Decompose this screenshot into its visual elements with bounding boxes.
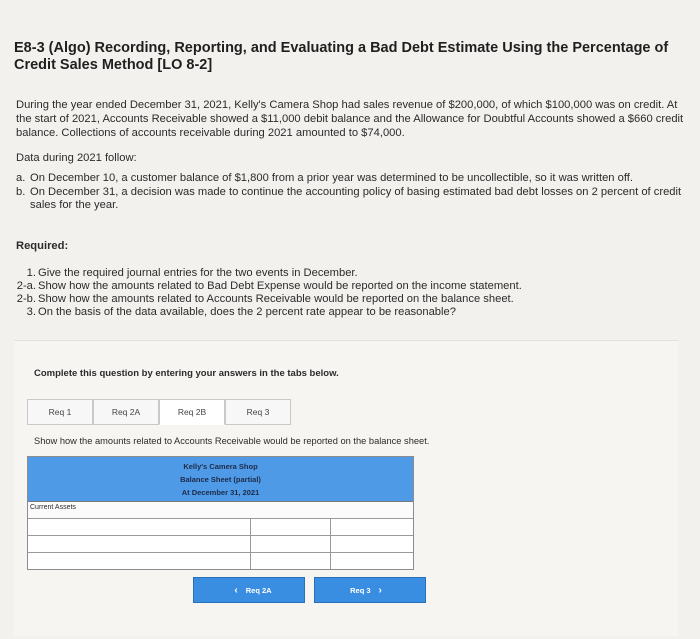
- data-heading: Data during 2021 follow:: [16, 152, 137, 164]
- tab-instruction: Show how the amounts related to Accounts Receivable would be reported on the balance sheet.: [34, 436, 430, 446]
- tab-req-2b[interactable]: Req 2B: [159, 399, 225, 425]
- account-input[interactable]: [28, 553, 251, 569]
- amount-input[interactable]: [251, 519, 331, 535]
- current-assets-label: Current Assets: [30, 504, 76, 511]
- table-row: [28, 502, 413, 519]
- requirement-number: 3.: [26, 306, 36, 318]
- requirement-text: Show how the amounts related to Accounts Receivable would be reported on the balance sheet.: [38, 293, 514, 305]
- requirement-text: Give the required journal entries for the two events in December.: [38, 267, 358, 279]
- table-row: [28, 553, 413, 569]
- required-heading: Required:: [16, 240, 69, 252]
- requirement-item: [16, 267, 696, 280]
- event-item: [16, 172, 696, 186]
- statement-date: At December 31, 2021: [181, 487, 260, 497]
- requirement-item: [16, 280, 696, 293]
- requirement-item: [16, 306, 696, 319]
- event-item: [16, 186, 696, 213]
- tab-req-3[interactable]: Req 3: [225, 399, 291, 425]
- prev-req-label: Req 2A: [245, 585, 272, 595]
- complete-prompt: Complete this question by entering your answers in the tabs below.: [34, 368, 339, 379]
- tab-req-2a[interactable]: Req 2A: [93, 399, 159, 425]
- chevron-right-icon: ›: [378, 584, 382, 596]
- requirement-text: Show how the amounts related to Bad Debt Expense would be reported on the income statement.: [38, 280, 522, 292]
- account-input[interactable]: [28, 536, 251, 552]
- prev-req-button[interactable]: [193, 577, 305, 603]
- requirement-text: On the basis of the data available, does the 2 percent rate appear to be reasonable?: [38, 306, 456, 318]
- table-row: [28, 536, 413, 553]
- balance-sheet-table: [27, 456, 414, 570]
- requirements-list: [16, 267, 696, 319]
- table-row: [28, 519, 413, 536]
- requirement-number: 2-a.: [16, 280, 36, 292]
- page-title: E8-3 (Algo) Recording, Reporting, and Evaluating a Bad Debt Estimate Using the Percentage of Credit Sales Method [LO 8-2]: [14, 40, 669, 73]
- amount-input[interactable]: [251, 553, 331, 569]
- requirement-tabs: [27, 399, 291, 425]
- problem-intro: During the year ended December 31, 2021, Kelly's Camera Shop had sales revenue of $200,000, of which $100,000 was on credit. At the start of 2021, Accounts Receivable showed a $11,000 debit balance and the Allowance for Doubtful Accounts showed a $660 credit balance. Collections of accounts receivable during 2021 amounted to $74,000.: [16, 99, 684, 139]
- event-key: b.: [16, 185, 26, 198]
- account-input[interactable]: [28, 519, 251, 535]
- amount-input[interactable]: [251, 536, 331, 552]
- requirement-item: [16, 293, 696, 306]
- tab-req-1[interactable]: Req 1: [27, 399, 93, 425]
- statement-name: Balance Sheet (partial): [180, 474, 261, 484]
- events-list: [16, 172, 696, 213]
- requirement-number: 1.: [26, 267, 36, 279]
- balance-sheet-header: [28, 457, 413, 502]
- event-text: On December 31, a decision was made to continue the accounting policy of basing estimated bad debt losses on 2 percent of credit sales for the year.: [30, 185, 682, 211]
- company-name: Kelly's Camera Shop: [183, 461, 258, 471]
- total-input[interactable]: [331, 519, 413, 535]
- total-input[interactable]: [331, 536, 413, 552]
- total-input[interactable]: [331, 553, 413, 569]
- next-req-button[interactable]: [314, 577, 426, 603]
- event-key: a.: [16, 172, 26, 184]
- next-req-label: Req 3: [350, 585, 371, 595]
- event-text: On December 10, a customer balance of $1,800 from a prior year was determined to be uncollectible, so it was written off.: [30, 172, 633, 184]
- chevron-left-icon: ‹: [234, 584, 238, 596]
- requirement-number: 2-b.: [16, 293, 36, 305]
